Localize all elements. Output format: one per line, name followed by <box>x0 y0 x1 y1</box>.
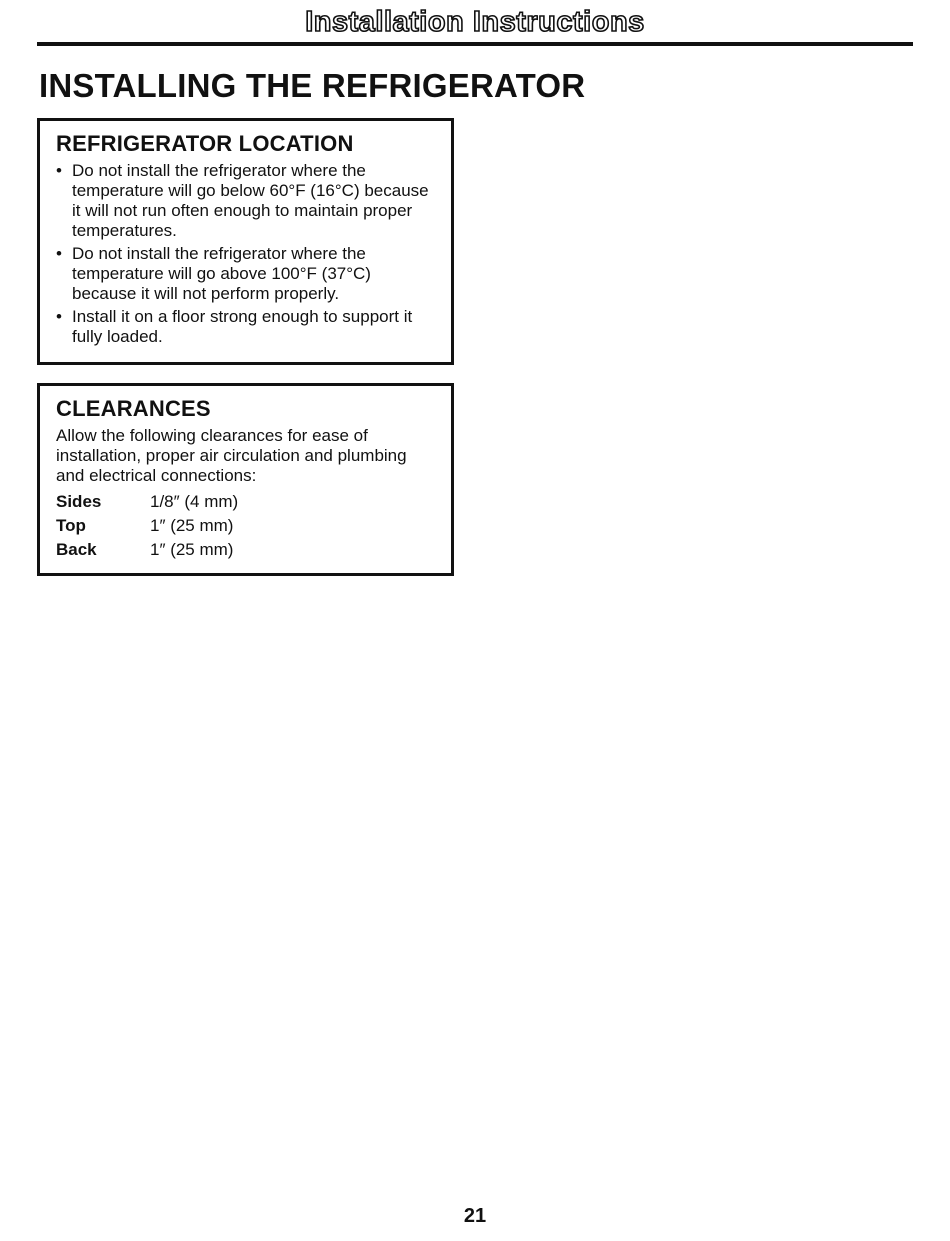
clearances-box <box>37 383 454 576</box>
clearance-label-sides: Sides <box>56 492 102 511</box>
bullet-icon: • <box>56 161 62 180</box>
page-number: 21 <box>463 1205 487 1227</box>
bullet-icon: • <box>56 307 62 326</box>
running-header-title: Installation Instructions <box>305 6 645 38</box>
page-title: INSTALLING THE REFRIGERATOR <box>39 67 586 104</box>
refrigerator-location-box <box>37 118 454 365</box>
table-row <box>56 514 238 538</box>
clearance-value-back: 1″ (25 mm) <box>150 540 234 559</box>
clearances-heading: CLEARANCES <box>56 396 211 421</box>
header-rule <box>37 42 913 46</box>
clearance-label-back: Back <box>56 540 97 559</box>
list-item <box>56 161 437 241</box>
bullet-text: Install it on a floor strong enough to support it fully loaded. <box>72 307 413 346</box>
clearance-label-top: Top <box>56 516 86 535</box>
list-item <box>56 307 437 347</box>
bullet-icon: • <box>56 244 62 263</box>
clearances-intro: Allow the following clearances for ease of installation, proper air circulation and plumbing and electrical connections: <box>56 426 407 485</box>
table-row <box>56 490 238 514</box>
location-bullet-list <box>56 161 437 347</box>
refrigerator-location-heading: REFRIGERATOR LOCATION <box>56 131 354 156</box>
clearance-value-top: 1″ (25 mm) <box>150 516 234 535</box>
list-item <box>56 244 437 304</box>
bullet-text: Do not install the refrigerator where the temperature will go below 60°F (16°C) because it will not run often enough to maintain proper temperatures. <box>72 161 429 240</box>
table-row <box>56 538 238 562</box>
clearances-table <box>56 490 238 562</box>
bullet-text: Do not install the refrigerator where the temperature will go above 100°F (37°C) because it will not perform properly. <box>72 244 371 303</box>
clearance-value-sides: 1/8″ (4 mm) <box>150 492 239 511</box>
